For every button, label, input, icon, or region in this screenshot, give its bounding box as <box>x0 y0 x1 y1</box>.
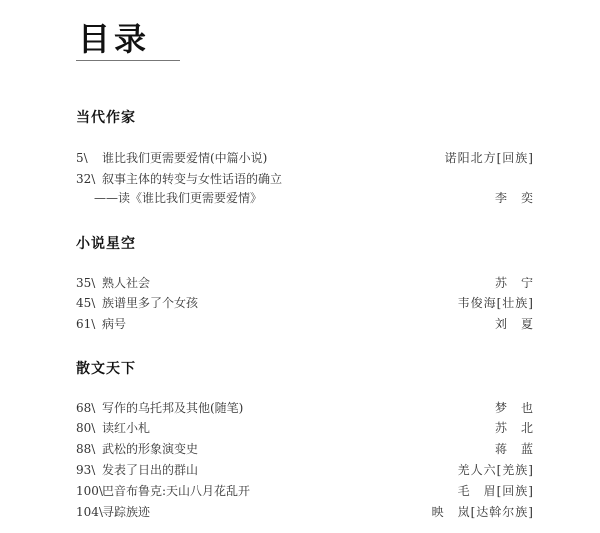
entry-title: 发表了日出的群山 <box>102 463 199 477</box>
entry-title: 谁比我们更需要爱情(中篇小说) <box>102 151 268 165</box>
title-underline <box>76 60 180 61</box>
entry-title: 族谱里多了个女孩 <box>102 296 199 310</box>
entry-author: 诺阳北方[回族] <box>444 151 534 165</box>
entry-author: 蒋 蓝 <box>494 442 534 456</box>
entry-title: 读红小札 <box>102 421 151 435</box>
toc-entry[interactable] <box>76 274 534 292</box>
entry-page: 104\ <box>76 505 103 519</box>
toc-entry[interactable] <box>76 399 534 417</box>
toc-entry-subtitle[interactable] <box>76 189 534 207</box>
entry-title: 熟人社会 <box>102 276 151 290</box>
entry-author: 毛 眉[回族] <box>457 484 534 498</box>
entry-page: 68\ <box>76 401 96 415</box>
toc-entry[interactable] <box>76 149 534 167</box>
entry-page: 5\ <box>76 151 88 165</box>
entry-title: 写作的乌托邦及其他(随笔) <box>102 401 244 415</box>
entry-author: 映 岚[达斡尔族] <box>431 505 534 519</box>
entry-page: 35\ <box>76 276 96 290</box>
entry-page: 80\ <box>76 421 96 435</box>
entry-author: 梦 也 <box>494 401 534 415</box>
entry-title: 巴音布鲁克:天山八月花乱开 <box>102 484 251 498</box>
entry-author: 苏 宁 <box>494 276 534 290</box>
entry-author: 苏 北 <box>494 421 534 435</box>
entry-page: 61\ <box>76 317 96 331</box>
entry-page: 45\ <box>76 296 96 310</box>
section-heading-novel-stars: 小说星空 <box>76 236 136 252</box>
entry-author: 刘 夏 <box>494 317 534 331</box>
entry-page: 88\ <box>76 442 96 456</box>
entry-page: 32\ <box>76 172 96 186</box>
toc-title: 目录 <box>78 20 151 58</box>
entry-author: 李 奕 <box>494 191 534 205</box>
entry-title: ——读《谁比我们更需要爱情》 <box>94 191 263 205</box>
toc-entry[interactable] <box>76 440 534 458</box>
entry-author: 韦俊海[壮族] <box>457 296 534 310</box>
entry-title: 寻踪族迹 <box>102 505 151 519</box>
section-heading-prose-world: 散文天下 <box>76 361 136 377</box>
toc-entry[interactable] <box>76 503 534 521</box>
section-heading-contemporary-writers: 当代作家 <box>76 110 136 126</box>
entry-title: 武松的形象演变史 <box>102 442 199 456</box>
entry-author: 羌人六[羌族] <box>457 463 534 477</box>
entry-page: 100\ <box>76 484 103 498</box>
toc-entry[interactable] <box>76 482 534 500</box>
toc-entry[interactable] <box>76 170 534 188</box>
entry-title: 病号 <box>102 317 127 331</box>
toc-entry[interactable] <box>76 461 534 479</box>
entry-page: 93\ <box>76 463 96 477</box>
toc-entry[interactable] <box>76 419 534 437</box>
toc-entry[interactable] <box>76 294 534 312</box>
toc-entry[interactable] <box>76 315 534 333</box>
entry-title: 叙事主体的转变与女性话语的确立 <box>102 172 283 186</box>
